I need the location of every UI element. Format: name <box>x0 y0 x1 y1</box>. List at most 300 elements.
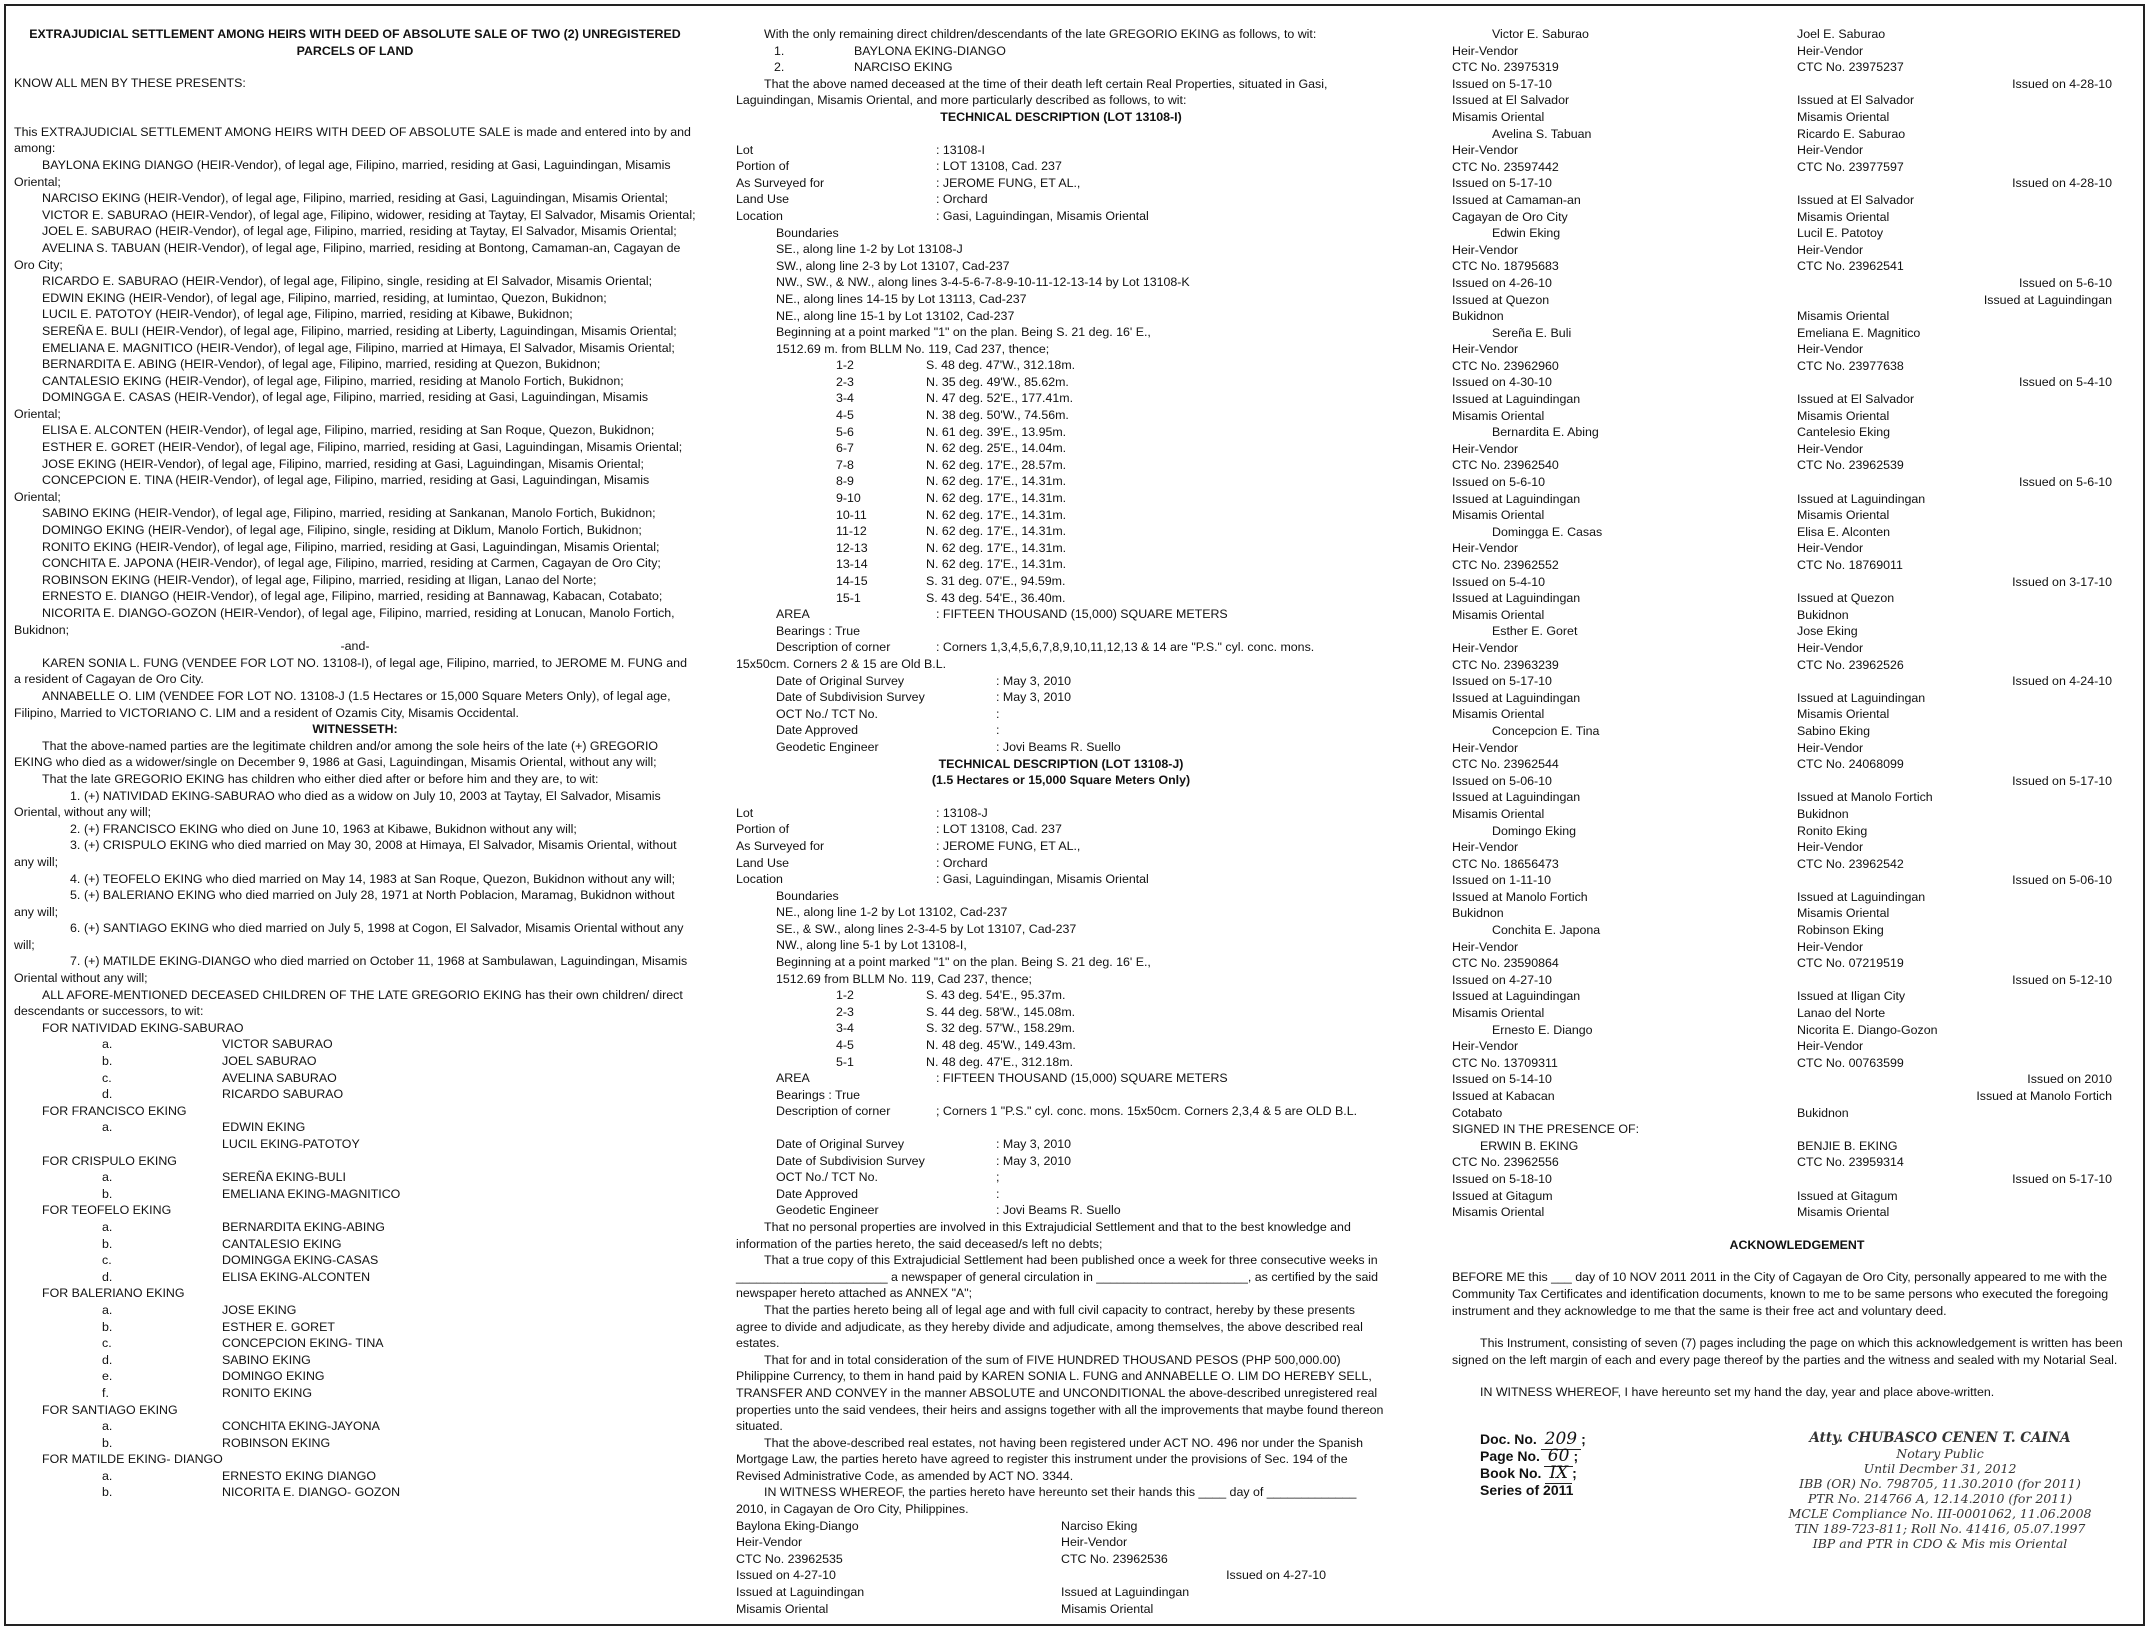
vendee-entry: ANNABELLE O. LIM (VENDEE FOR LOT NO. 13108-J (1.5 Hectares or 15,000 Square Meters Only), of legal age, Filipino, Married to VICTORIANO C. LIM and a resident of Ozamis City, Misamis Occidental. <box>14 688 671 720</box>
party-entry: NARCISO EKING (HEIR-Vendor), of legal age, Filipino, married, residing at Gasi, Laguindingan, Misamis Oriental; <box>42 191 668 206</box>
group-item-letter: f. <box>102 1385 109 1400</box>
heir-signature <box>1452 823 1797 923</box>
td-area-label: AREA <box>776 607 810 622</box>
signature-line: Issued at Laguindingan <box>736 1585 865 1600</box>
no-debts-paragraph: That no personal properties are involved in this Extrajudicial Settlement and that to the best knowledge and information of the parties hereto, the said deceased/s left no debts; <box>736 1219 1351 1251</box>
acknowledgement-para-3: IN WITNESS WHEREOF, I have hereunto set my hand the day, year and place above-written. <box>1480 1385 1995 1400</box>
td-field-label: Portion of <box>736 822 790 837</box>
group-item <box>14 1319 696 1336</box>
signature-line: CTC No. 23975319 <box>1452 60 1559 75</box>
signature-line: Issued at Kabacan <box>1452 1089 1555 1103</box>
group-heading: FOR BALERIANO EKING <box>42 1286 185 1301</box>
signature-line: Issued at Manolo Fortich <box>1452 889 1588 904</box>
signature-line: Heir-Vendor <box>1452 43 1519 58</box>
group-item-letter: c. <box>102 1070 112 1085</box>
signature-line: Misamis Oriental <box>1061 1601 1154 1616</box>
signature-line: Misamis Oriental <box>1452 607 1545 622</box>
signature-line: CTC No. 23962552 <box>1452 558 1559 572</box>
signature-line: Issued on 5-06-10 <box>2012 873 2112 888</box>
signature-line: Issued at Gitagum <box>1797 1188 1898 1203</box>
group-item-name: ESTHER E. GORET <box>222 1319 335 1334</box>
heir-signature <box>1797 723 2142 823</box>
party-entry: AVELINA S. TABUAN (HEIR-Vendor), of legal age, Filipino, married, residing at Bontong, Camaman-an, Cagayan de Oro City; <box>14 240 681 272</box>
signature-line: CTC No. 23975237 <box>1797 60 1904 75</box>
signature-line: Issued on 5-17-10 <box>2012 1171 2112 1186</box>
signature-line: Misamis Oriental <box>1452 707 1545 722</box>
group-item-letter: b. <box>102 1485 113 1500</box>
series-label: Series of 2011 <box>1480 1481 1574 1498</box>
td-field <box>736 158 1386 175</box>
signature-line: Issued on 5-6-10 <box>2019 275 2112 290</box>
spacer <box>736 126 1386 142</box>
remaining-name: NARCISO EKING <box>854 60 953 75</box>
heir-signature <box>1452 424 1797 524</box>
td-field <box>736 175 1386 192</box>
party-entry: LUCIL E. PATOTOY (HEIR-Vendor), of legal age, Filipino, married, residing at Kibawe, Bukidnon; <box>42 307 573 322</box>
signature-line: Edwin Eking <box>1492 226 1561 241</box>
group-item <box>14 1302 696 1319</box>
heir-signature <box>1452 922 1797 1022</box>
doc-no-value: 209 <box>1541 1429 1581 1450</box>
signature-line: Heir-Vendor <box>1452 143 1519 158</box>
group-item-letter <box>14 1136 222 1153</box>
witness-signature <box>1797 1138 2142 1221</box>
td-field-label: Land Use <box>736 855 790 870</box>
td-field <box>736 191 1386 208</box>
td-date <box>736 1186 1386 1203</box>
signature-line: CTC No. 23597442 <box>1452 159 1559 174</box>
group-item <box>14 1435 696 1452</box>
td-field-label: Lot <box>736 142 754 157</box>
td-field-value: : Orchard <box>936 192 988 207</box>
td-course-bearing: N. 48 deg. 47'E., 312.18m. <box>926 1054 1074 1069</box>
descendant-groups <box>14 1020 696 1501</box>
td-date <box>736 1136 1386 1153</box>
td-date <box>736 722 1386 739</box>
group-item-name: CANTALESIO EKING <box>222 1236 342 1251</box>
td-course-line: 1-2 <box>836 358 854 373</box>
td-area-label: AREA <box>776 1071 810 1086</box>
party-entry: ERNESTO E. DIANGO (HEIR-Vendor), of legal age, Filipino, married, residing at Bannawag, Kabacan, Cotabato; <box>42 589 663 604</box>
signature-line: Issued on 4-27-10 <box>1226 1568 1326 1583</box>
group-item <box>14 1236 696 1253</box>
signature-line: Issued on 4-27-10 <box>736 1568 836 1583</box>
signature-line: Misamis Oriental <box>1452 109 1545 124</box>
td-field <box>736 855 1386 872</box>
td-field <box>736 208 1386 225</box>
td-course <box>736 357 1386 374</box>
signature-line: Heir-Vendor <box>1452 939 1519 954</box>
td-field-value: : JEROME FUNG, ET AL., <box>936 175 1081 190</box>
group-item-letter: b. <box>102 1435 113 1450</box>
signature-line: CTC No. 23977597 <box>1797 159 1904 174</box>
child-number: 3. <box>70 838 81 853</box>
child-entry <box>14 887 696 920</box>
signature-block-first <box>736 1518 1386 1618</box>
technical-description-13108-i <box>736 109 1386 756</box>
signature-line: CTC No. 18795683 <box>1452 259 1559 274</box>
td-course-line: 15-1 <box>836 590 861 605</box>
td-course-line: 2-3 <box>836 1004 854 1019</box>
party-entry: BERNARDITA E. ABING (HEIR-Vendor), of legal age, Filipino, married, residing at Quezon, Bukidnon; <box>42 357 601 372</box>
td-course <box>736 407 1386 424</box>
signature-line: Ronito Eking <box>1797 823 1868 838</box>
witness-signatures <box>1452 1138 2142 1221</box>
signature-line: Issued at El Salvador <box>1797 93 1915 108</box>
signature-line: Heir-Vendor <box>1797 441 1864 456</box>
signature-line: Victor E. Saburao <box>1492 27 1589 41</box>
heir-signature <box>1797 225 2142 325</box>
heir-signature <box>1452 225 1797 325</box>
signature-line: CTC No. 23962526 <box>1797 657 1904 672</box>
child-number: 6. <box>70 921 81 936</box>
notary-stamp <box>1760 1431 2120 1551</box>
td-boundary: SW., along line 2-3 by Lot 13107, Cad-237 <box>776 258 1010 273</box>
party-entry: DOMINGO EKING (HEIR-Vendor), of legal age, Filipino, single, residing at Diklum, Manolo Fortich, Bukidnon; <box>42 523 642 538</box>
td-course-line: 4-5 <box>836 408 854 423</box>
td-field <box>736 871 1386 888</box>
td-course-bearing: N. 62 deg. 17'E., 14.31m. <box>926 524 1067 539</box>
page-no-value: 60 <box>1544 1446 1574 1467</box>
child-entry <box>14 837 696 870</box>
signature-line: Issued at Quezon <box>1797 591 1895 606</box>
child-text: (+) NATIVIDAD EKING-SABURAO who died as a widow on July 10, 2003 at Taytay, El Salvador, Misamis Oriental, without any will; <box>14 788 661 820</box>
signature-line: Issued on 4-28-10 <box>2012 176 2112 191</box>
td-course-line: 5-1 <box>836 1054 854 1069</box>
td-course <box>736 1037 1386 1054</box>
party-entry: NICORITA E. DIANGO-GOZON (HEIR-Vendor), of legal age, Filipino, married, residing at Lonucan, Manolo Fortich, Bukidnon; <box>14 606 675 637</box>
heir-signature <box>1452 524 1797 624</box>
td-date-label: Date Approved <box>776 1186 858 1201</box>
adjudicate-paragraph: That the parties hereto being all of legal age and with full civil capacity to contract, hereby by these presents agree to divide and adjudicate, as they hereby divide and adjudicate, among themselves, the above described real estates. <box>736 1302 1363 1351</box>
witness-signature <box>1452 1138 1797 1221</box>
group-item <box>14 1070 696 1087</box>
signature-line: Misamis Oriental <box>1797 309 1890 324</box>
td-course-line: 3-4 <box>836 391 854 406</box>
signature-line: Misamis Oriental <box>1797 209 1890 224</box>
td-field-label: As Surveyed for <box>736 175 825 190</box>
signature-line: Issued at Camaman-an <box>1452 192 1581 207</box>
signature-line: Issued at Iligan City <box>1797 989 1906 1004</box>
td-date <box>736 689 1386 706</box>
group-item-letter: a. <box>102 1170 113 1185</box>
signature-line: Bukidnon <box>1452 309 1504 324</box>
signature-line: Misamis Oriental <box>736 1601 829 1616</box>
acknowledgement-para-2: This Instrument, consisting of seven (7) pages including the page on which this acknowledgement is written has been signed on the left margin of each and every page thereof by the parties and the witness and sealed with my Notarial Seal. <box>1452 1336 2123 1367</box>
td-course <box>736 424 1386 441</box>
signature-line: Misamis Oriental <box>1797 508 1890 523</box>
td-field-label: Land Use <box>736 192 790 207</box>
signature-line: Issued on 2010 <box>2027 1072 2112 1087</box>
td-date-value: : <box>996 1186 1000 1201</box>
td-date-value: : May 3, 2010 <box>996 690 1072 705</box>
td-course <box>736 490 1386 507</box>
td-course-bearing: S. 44 deg. 58'W., 145.08m. <box>926 1004 1076 1019</box>
td-date-label: Date of Subdivision Survey <box>776 690 925 705</box>
party-entry: SEREÑA E. BULI (HEIR-Vendor), of legal age, Filipino, married, residing at Liberty, Laguindingan, Misamis Oriental; <box>42 323 677 338</box>
td-field-value: : 13108-J <box>936 805 988 820</box>
td-course <box>736 540 1386 557</box>
signature-line: Heir-Vendor <box>1797 342 1864 357</box>
child-text: (+) CRISPULO EKING who died married on May 30, 2008 at Himaya, El Salvador, Misamis Oriental, without any will; <box>14 838 677 869</box>
group-heading: FOR TEOFELO EKING <box>42 1203 172 1218</box>
td-course-line: 8-9 <box>836 474 854 489</box>
signature-line: Joel E. Saburao <box>1797 27 1886 41</box>
group-item-letter: b. <box>102 1054 113 1069</box>
td-course-bearing: N. 62 deg. 17'E., 28.57m. <box>926 457 1067 472</box>
signature-line: Misamis Oriental <box>1452 408 1545 423</box>
td-title: TECHNICAL DESCRIPTION (LOT 13108-J) <box>938 756 1184 771</box>
children-list <box>14 788 696 987</box>
td-course <box>736 987 1386 1004</box>
stamp-line: IBB (OR) No. 798705, 11.30.2010 (for 2011) <box>1799 1475 2081 1491</box>
stamp-line: TIN 189-723-811; Roll No. 41416, 05.07.1997 <box>1794 1520 2086 1536</box>
td-course-line: 6-7 <box>836 441 854 456</box>
td-field <box>736 805 1386 822</box>
td-course-bearing: N. 62 deg. 17'E., 14.31m. <box>926 540 1067 555</box>
column-middle <box>736 26 1386 1617</box>
signature-line: Cantelesio Eking <box>1797 425 1890 440</box>
group-item-name: NICORITA E. DIANGO- GOZON <box>222 1485 401 1500</box>
signature-line: Issued on 5-06-10 <box>1452 773 1552 788</box>
signature-line: Issued at Laguindingan <box>1452 790 1581 805</box>
td-course-line: 13-14 <box>836 557 868 572</box>
group-item-name: BERNARDITA EKING-ABING <box>222 1219 385 1234</box>
witness-pair <box>1452 1138 2142 1221</box>
child-entry <box>14 821 696 838</box>
td-boundary: SE., & SW., along lines 2-3-4-5 by Lot 13107, Cad-237 <box>776 921 1077 936</box>
signature-line: CTC No. 23963239 <box>1452 657 1559 672</box>
td-course-line: 14-15 <box>836 574 868 588</box>
td-date-value: : May 3, 2010 <box>996 1153 1072 1168</box>
group-item-name: AVELINA SABURAO <box>222 1070 337 1085</box>
td-boundary: NW., SW., & NW., along lines 3-4-5-6-7-8-9-10-11-12-13-14 by Lot 13108-K <box>776 275 1190 290</box>
party-entry: CANTALESIO EKING (HEIR-Vendor), of legal age, Filipino, married, residing at Manolo Fortich, Bukidnon; <box>42 373 624 388</box>
heir-signature <box>1797 823 2142 923</box>
remaining-intro: With the only remaining direct children/descendants of the late GREGORIO EKING as follows, to wit: <box>764 27 1317 41</box>
document-page <box>4 4 2145 1626</box>
group-item-name: ROBINSON EKING <box>222 1435 331 1450</box>
group-item-letter: a. <box>102 1120 113 1135</box>
td-course-bearing: N. 35 deg. 49'W., 85.62m. <box>926 374 1069 389</box>
td-field-value: : LOT 13108, Cad. 237 <box>936 822 1062 837</box>
td-boundary: 1512.69 m. from BLLM No. 119, Cad 237, thence; <box>776 341 1050 356</box>
party-entry: DOMINGGA E. CASAS (HEIR-Vendor), of legal age, Filipino, married, residing at Gasi, Laguindingan, Misamis Oriental; <box>14 390 649 421</box>
signature-line: Heir-Vendor <box>1797 640 1864 655</box>
vendees-list <box>14 655 696 721</box>
signature-line: Issued on 5-4-10 <box>1452 574 1545 589</box>
child-text: (+) SANTIAGO EKING who died married on July 5, 1998 at Cogon, El Salvador, Misamis Oriental without any will; <box>14 921 684 952</box>
td-course <box>736 556 1386 573</box>
signature-line: Issued at El Salvador <box>1452 93 1570 108</box>
td-boundary: Beginning at a point marked "1" on the plan. Being S. 21 deg. 16' E., <box>776 325 1151 340</box>
group-item <box>14 1418 696 1435</box>
signature-line: Issued on 5-14-10 <box>1452 1072 1552 1087</box>
signature-line: Issued at El Salvador <box>1797 192 1915 207</box>
witnesseth-para-1: That the above-named parties are the legitimate children and/or among the sole heirs of the late (+) GREGORIO EKING who died as a widower/single on December 9, 1986 at Gasi, Laguindingan, Misamis Oriental, without any will; <box>14 738 659 770</box>
td-date-value: : Jovi Beams R. Suello <box>996 1203 1121 1218</box>
td-course-line: 11-12 <box>836 524 867 539</box>
td-corner-label: Description of corner <box>776 1104 891 1119</box>
td-corner-label: Description of corner <box>776 640 891 655</box>
td-course <box>736 523 1386 540</box>
td-date-value: : <box>996 706 1000 721</box>
signature-line: CTC No. 07219519 <box>1797 956 1904 971</box>
td-field-label: Lot <box>736 805 754 820</box>
td-boundary: Beginning at a point marked "1" on the plan. Being S. 21 deg. 16' E., <box>776 955 1151 970</box>
td-corner-value-2: 15x50cm. Corners 2 & 15 are Old B.L. <box>736 656 947 671</box>
heir-signature-pair <box>1452 623 2142 723</box>
parties-list <box>14 157 696 638</box>
group-item <box>14 1086 696 1103</box>
properties-paragraph: That the above named deceased at the time of their death left certain Real Properties, situated in Gasi, Laguindingan, Misamis Oriental, and more particularly described as follows, to wit: <box>736 76 1328 108</box>
party-entry: RICARDO E. SABURAO (HEIR-Vendor), of legal age, Filipino, single, residing at El Salvador, Misamis Oriental; <box>42 274 653 289</box>
remaining-name: BAYLONA EKING-DIANGO <box>854 43 1006 58</box>
party-entry: SABINO EKING (HEIR-Vendor), of legal age, Filipino, married, residing at Sankanan, Manolo Fortich, Bukidnon; <box>42 506 656 521</box>
heir-signature <box>1797 623 2142 723</box>
group-item <box>14 1169 696 1186</box>
group-item-name: EMELIANA EKING-MAGNITICO <box>222 1186 401 1201</box>
group-item-name: JOSE EKING <box>222 1302 297 1317</box>
child-entry <box>14 953 696 986</box>
signature-line: Issued at Manolo Fortich <box>1976 1089 2112 1103</box>
heir-signature-pair <box>1452 723 2142 823</box>
td-field <box>736 838 1386 855</box>
td-field-label: Portion of <box>736 159 790 174</box>
td-course-line: 4-5 <box>836 1038 854 1053</box>
signature-line: Esther E. Goret <box>1492 624 1578 639</box>
signature-line: Issued on 4-28-10 <box>2012 76 2112 91</box>
td-course <box>736 507 1386 524</box>
td-date-label: Geodetic Engineer <box>776 739 879 754</box>
td-course-bearing: N. 62 deg. 17'E., 14.31m. <box>926 507 1067 522</box>
td-field-value: : JEROME FUNG, ET AL., <box>936 838 1081 853</box>
signature-line: Heir-Vendor <box>1452 640 1519 655</box>
heir-signature-pair <box>1452 26 2142 126</box>
child-number: 2. <box>70 821 81 836</box>
signature-line: CTC No. 23962544 <box>1452 757 1559 772</box>
group-item-letter: a. <box>102 1468 113 1483</box>
group-item-letter: d. <box>102 1269 113 1284</box>
td-boundary: Boundaries <box>776 225 839 240</box>
heir-signature-pair <box>1452 126 2142 226</box>
party-entry: CONCEPCION E. TINA (HEIR-Vendor), of legal age, Filipino, married, residing at Gasi, Laguindingan, Misamis Oriental; <box>14 473 650 504</box>
signature-line: Baylona Eking-Diango <box>736 1518 859 1533</box>
signature-line: Misamis Oriental <box>1797 1205 1890 1220</box>
signature-narciso <box>1061 1518 1386 1618</box>
signature-line: Misamis Oriental <box>1452 1205 1545 1220</box>
td-field-value: : Orchard <box>936 855 988 870</box>
td-date-value: : May 3, 2010 <box>996 673 1072 688</box>
td-course-bearing: N. 47 deg. 52'E., 177.41m. <box>926 391 1074 406</box>
signature-line: CTC No. 23962556 <box>1452 1155 1559 1170</box>
remaining-entry <box>736 59 1386 76</box>
child-number: 5. <box>70 888 81 903</box>
witnesseth-heading: WITNESSETH: <box>312 722 398 737</box>
td-boundary: NE., along line 15-1 by Lot 13102, Cad-237 <box>776 308 1015 323</box>
heir-signature-pair <box>1452 1022 2142 1122</box>
td-course <box>736 590 1386 607</box>
signature-line: Issued on 5-6-10 <box>2019 475 2112 490</box>
signature-line: Bukidnon <box>1452 906 1504 921</box>
signature-line: Ricardo E. Saburao <box>1797 126 1906 141</box>
group-item-letter: d. <box>102 1352 113 1367</box>
group-item-letter: b. <box>102 1319 113 1334</box>
party-entry: ROBINSON EKING (HEIR-Vendor), of legal age, Filipino, married, residing at Iligan, Lanao del Norte; <box>42 572 597 587</box>
signature-line: Bernardita E. Abing <box>1492 425 1599 440</box>
spacer <box>736 789 1386 805</box>
td-course-bearing: N. 62 deg. 17'E., 14.31m. <box>926 491 1067 506</box>
presence-heading: SIGNED IN THE PRESENCE OF: <box>1452 1122 1640 1137</box>
witnesseth-para-2: That the late GREGORIO EKING has children who either died after or before him and they are, to wit: <box>42 771 599 786</box>
child-text: (+) TEOFELO EKING who died married on May 14, 1983 at San Roque, Quezon, Bukidnon without any will; <box>84 871 676 886</box>
group-item-letter: a. <box>102 1419 113 1434</box>
group-item <box>14 1252 696 1269</box>
group-item-name: SABINO EKING <box>222 1352 311 1367</box>
signature-line: Issued on 3-17-10 <box>2012 574 2112 589</box>
heir-signature <box>1452 126 1797 226</box>
party-entry: RONITO EKING (HEIR-Vendor), of legal age, Filipino, married, residing at Gasi, Laguindingan, Misamis Oriental; <box>42 539 660 554</box>
acknowledgement-heading: ACKNOWLEDGEMENT <box>1729 1237 1865 1252</box>
td-course <box>736 390 1386 407</box>
td-course <box>736 457 1386 474</box>
signature-line: Issued at Laguindingan <box>1797 491 1926 506</box>
td-boundary: NE., along line 1-2 by Lot 13102, Cad-237 <box>776 905 1008 920</box>
signature-line: Narciso Eking <box>1061 1518 1138 1533</box>
td-course-bearing: S. 32 deg. 57'W., 158.29m. <box>926 1021 1076 1036</box>
heir-signature <box>1797 922 2142 1022</box>
party-entry: CONCHITA E. JAPONA (HEIR-Vendor), of legal age, Filipino, married, residing at Carmen, Cagayan de Oro City; <box>42 556 661 571</box>
heir-signature <box>1797 325 2142 425</box>
td-course <box>736 440 1386 457</box>
td-boundary: NW., along line 5-1 by Lot 13108-I, <box>776 938 967 953</box>
stamp-line: MCLE Compliance No. III-0001062, 11.06.2008 <box>1788 1505 2092 1521</box>
child-text: (+) MATILDE EKING-DIANGO who died married on October 11, 1968 at Sambulawan, Laguindingan, Misamis Oriental without any will; <box>14 954 688 986</box>
heir-signature <box>1452 26 1797 126</box>
signature-line: Domingga E. Casas <box>1492 524 1603 539</box>
signature-baylona <box>736 1518 1061 1618</box>
signature-line: Misamis Oriental <box>1452 806 1545 821</box>
signature-line: Heir-Vendor <box>1452 441 1519 456</box>
party-entry: ELISA E. ALCONTEN (HEIR-Vendor), of legal age, Filipino, married, residing at San Roque, Quezon, Bukidnon; <box>42 423 655 438</box>
witness-whereof-paragraph: IN WITNESS WHEREOF, the parties hereto have hereunto set their hands this ____ day of _____________ 2010, in Cagayan de Oro City, Philippines. <box>736 1485 1357 1517</box>
group-item-name: RONITO EKING <box>222 1385 312 1400</box>
signature-line: CTC No. 23962541 <box>1797 259 1904 274</box>
vendee-entry: KAREN SONIA L. FUNG (VENDEE FOR LOT NO. 13108-I), of legal age, Filipino, married, to JEROME M. FUNG and a resident of Cagayan de Oro City. <box>14 655 687 687</box>
signature-line: Heir-Vendor <box>1452 740 1519 755</box>
heir-signature-pair <box>1452 225 2142 325</box>
signature-line: CTC No. 18769011 <box>1797 558 1903 572</box>
signature-line: CTC No. 23977638 <box>1797 358 1904 373</box>
td-course <box>736 1004 1386 1021</box>
td-corner-value: ; Corners 1 "P.S." cyl. conc. mons. 15x50cm. Corners 2,3,4 & 5 are OLD B.L. <box>936 1104 1358 1119</box>
book-no-value: IX <box>1545 1463 1572 1484</box>
td-corner <box>736 639 1386 656</box>
group-item-name: DOMINGGA EKING-CASAS <box>222 1253 379 1268</box>
td-course <box>736 573 1386 590</box>
td-course-line: 7-8 <box>836 457 854 472</box>
signature-line: Cotabato <box>1452 1105 1503 1120</box>
group-item <box>14 1468 696 1485</box>
signature-line: Issued on 4-26-10 <box>1452 275 1552 290</box>
signature-line: Issued at El Salvador <box>1797 392 1915 407</box>
party-entry: JOEL E. SABURAO (HEIR-Vendor), of legal age, Filipino, married, residing at Taytay, El Salvador, Misamis Oriental; <box>42 224 677 239</box>
party-entry: EDWIN EKING (HEIR-Vendor), of legal age, Filipino, married, residing, at Iumintao, Quezon, Bukidnon; <box>42 290 607 305</box>
signature-line: Heir-Vendor <box>1061 1535 1128 1550</box>
signature-line: Robinson Eking <box>1797 923 1884 938</box>
signature-line: Bukidnon <box>1797 607 1849 622</box>
book-no-label: Book No. <box>1480 1464 1542 1481</box>
